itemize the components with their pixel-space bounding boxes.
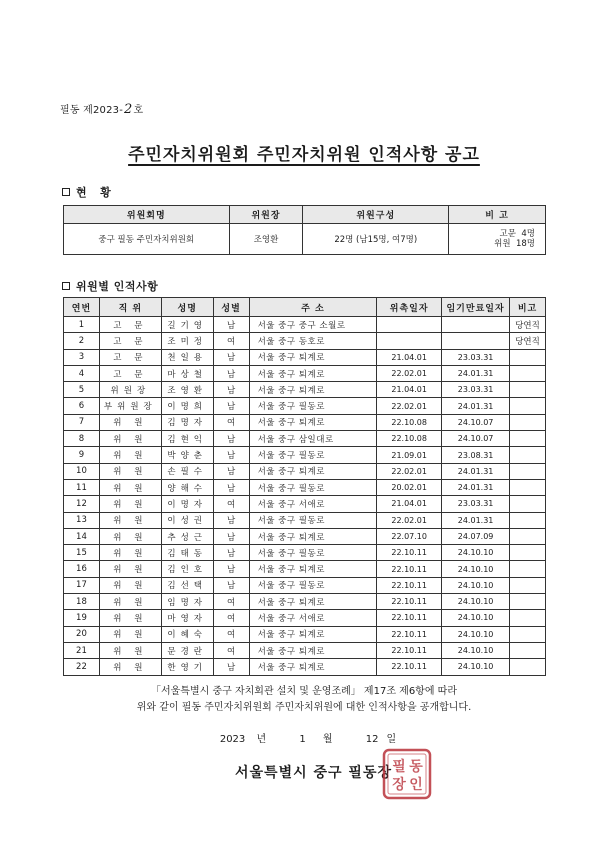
member-no: 7 — [64, 414, 100, 430]
member-no: 17 — [64, 577, 100, 593]
committee-name: 중구 필동 주민자치위원회 — [64, 224, 230, 255]
member-name: 김현익 — [161, 431, 213, 447]
seal-char: 인 — [409, 777, 423, 793]
member-address: 서울 중구 퇴계로 — [249, 349, 377, 365]
member-start-date: 22.10.11 — [377, 561, 442, 577]
member-no: 2 — [64, 333, 100, 349]
committee-composition: 22명 (남15명, 여7명) — [303, 224, 449, 255]
member-end-date: 24.01.31 — [442, 512, 510, 528]
member-position: 부위원장 — [99, 398, 161, 414]
member-note — [510, 512, 546, 528]
member-address: 서울 중구 필동로 — [249, 447, 377, 463]
member-start-date: 22.02.01 — [377, 398, 442, 414]
header-note: 비고 — [510, 298, 546, 317]
member-name: 김선택 — [161, 577, 213, 593]
member-no: 9 — [64, 447, 100, 463]
committee-chair: 조영환 — [229, 224, 303, 255]
table-row — [64, 545, 546, 561]
member-end-date: 24.10.10 — [442, 594, 510, 610]
member-no: 4 — [64, 365, 100, 381]
member-name: 손필수 — [161, 463, 213, 479]
seal-char: 장 — [392, 777, 406, 793]
member-no: 5 — [64, 382, 100, 398]
member-name: 조미정 — [161, 333, 213, 349]
member-note: 당연직 — [510, 317, 546, 333]
member-position: 위 원 — [99, 447, 161, 463]
member-position: 위 원 — [99, 463, 161, 479]
member-note — [510, 594, 546, 610]
member-address: 서울 중구 퇴계로 — [249, 382, 377, 398]
member-position: 위 원 — [99, 610, 161, 626]
member-note — [510, 610, 546, 626]
member-no: 8 — [64, 431, 100, 447]
member-sex: 남 — [213, 398, 249, 414]
member-end-date: 23.03.31 — [442, 382, 510, 398]
member-start-date: 21.04.01 — [377, 382, 442, 398]
member-sex: 남 — [213, 545, 249, 561]
member-sex: 남 — [213, 577, 249, 593]
member-note — [510, 349, 546, 365]
section-members-heading: 위원별 인적사항 — [62, 278, 158, 294]
page-title: 주민자치위원회 주민자치위원 인적사항 공고 — [128, 145, 480, 165]
status-header-row — [64, 206, 546, 224]
member-name: 이성권 — [161, 512, 213, 528]
member-sex: 남 — [213, 431, 249, 447]
member-note — [510, 626, 546, 642]
member-address: 서울 중구 필동로 — [249, 479, 377, 495]
member-name: 천일용 — [161, 349, 213, 365]
member-no: 6 — [64, 398, 100, 414]
member-start-date: 20.02.01 — [377, 479, 442, 495]
section-status-heading: 현 황 — [62, 184, 111, 200]
official-seal-icon — [382, 748, 432, 800]
member-no: 1 — [64, 317, 100, 333]
member-no: 16 — [64, 561, 100, 577]
note-line: 위원 18명 — [494, 239, 535, 249]
member-note — [510, 642, 546, 658]
member-no: 14 — [64, 528, 100, 544]
issuer-name: 서울특별시 중구 필동장 — [235, 765, 392, 781]
member-note — [510, 545, 546, 561]
legal-basis-line-1: 「서울특별시 중구 자치회관 설치 및 운영조례」 제17조 제6항에 따라 — [150, 686, 458, 697]
date-year: 2023 — [219, 734, 246, 745]
member-end-date — [442, 333, 510, 349]
member-start-date: 22.10.11 — [377, 594, 442, 610]
member-note: 당연직 — [510, 333, 546, 349]
member-name: 마상철 — [161, 365, 213, 381]
member-address: 서울 중구 서애로 — [249, 496, 377, 512]
table-row — [64, 431, 546, 447]
member-end-date: 23.08.31 — [442, 447, 510, 463]
member-address: 서울 중구 필동로 — [249, 512, 377, 528]
member-sex: 여 — [213, 496, 249, 512]
member-position: 위 원 — [99, 545, 161, 561]
member-start-date: 22.07.10 — [377, 528, 442, 544]
member-sex: 여 — [213, 414, 249, 430]
member-start-date: 22.02.01 — [377, 512, 442, 528]
member-no: 13 — [64, 512, 100, 528]
member-position: 위 원 — [99, 414, 161, 430]
header-position: 직 위 — [99, 298, 161, 317]
member-sex: 여 — [213, 610, 249, 626]
member-position: 위 원 — [99, 577, 161, 593]
member-address: 서울 중구 퇴계로 — [249, 463, 377, 479]
member-note — [510, 479, 546, 495]
member-name: 양해수 — [161, 479, 213, 495]
table-row — [64, 626, 546, 642]
member-sex: 여 — [213, 594, 249, 610]
member-sex: 여 — [213, 642, 249, 658]
document-number — [60, 101, 143, 117]
member-position: 고 문 — [99, 365, 161, 381]
member-note — [510, 561, 546, 577]
member-position: 고 문 — [99, 349, 161, 365]
member-position: 위 원 — [99, 512, 161, 528]
member-end-date — [442, 317, 510, 333]
member-position: 위 원 — [99, 431, 161, 447]
member-address: 서울 중구 퇴계로 — [249, 626, 377, 642]
member-sex: 남 — [213, 512, 249, 528]
member-start-date: 21.04.01 — [377, 496, 442, 512]
member-start-date: 22.10.11 — [377, 610, 442, 626]
member-no: 15 — [64, 545, 100, 561]
date-month: 1 — [299, 734, 306, 745]
seal-char: 동 — [409, 759, 423, 775]
member-address: 서울 중구 필동로 — [249, 545, 377, 561]
member-end-date: 24.10.10 — [442, 659, 510, 675]
member-position: 위 원 — [99, 479, 161, 495]
member-address: 서울 중구 중구 소월로 — [249, 317, 377, 333]
table-row — [64, 659, 546, 675]
table-row — [64, 512, 546, 528]
status-header-cell: 위원회명 — [64, 206, 230, 224]
member-address: 서울 중구 퇴계로 — [249, 414, 377, 430]
member-position: 위 원 — [99, 659, 161, 675]
member-address: 서울 중구 서애로 — [249, 610, 377, 626]
member-note — [510, 463, 546, 479]
member-note — [510, 414, 546, 430]
member-start-date: 22.10.11 — [377, 577, 442, 593]
member-end-date: 24.10.10 — [442, 610, 510, 626]
member-position: 고 문 — [99, 333, 161, 349]
table-row — [64, 528, 546, 544]
status-row — [64, 224, 546, 255]
member-address: 서울 중구 퇴계로 — [249, 594, 377, 610]
square-bullet-icon — [62, 188, 70, 196]
table-row — [64, 561, 546, 577]
member-start-date: 21.04.01 — [377, 349, 442, 365]
member-name: 박양춘 — [161, 447, 213, 463]
member-start-date: 22.02.01 — [377, 463, 442, 479]
member-address: 서울 중구 퇴계로 — [249, 365, 377, 381]
member-end-date: 24.10.10 — [442, 561, 510, 577]
member-start-date: 21.09.01 — [377, 447, 442, 463]
date-day: 12 — [365, 734, 379, 745]
member-sex: 여 — [213, 626, 249, 642]
member-name: 이혜숙 — [161, 626, 213, 642]
member-position: 위 원 — [99, 561, 161, 577]
member-end-date: 24.01.31 — [442, 398, 510, 414]
table-row — [64, 317, 546, 333]
member-name: 김인호 — [161, 561, 213, 577]
member-end-date: 24.07.09 — [442, 528, 510, 544]
table-row — [64, 333, 546, 349]
member-start-date: 22.10.11 — [377, 626, 442, 642]
table-row — [64, 479, 546, 495]
member-no: 3 — [64, 349, 100, 365]
member-no: 18 — [64, 594, 100, 610]
table-row — [64, 642, 546, 658]
member-sex: 남 — [213, 382, 249, 398]
member-name: 이명희 — [161, 398, 213, 414]
seal-char: 필 — [392, 759, 406, 775]
member-note — [510, 431, 546, 447]
member-note — [510, 382, 546, 398]
member-start-date — [377, 333, 442, 349]
table-row — [64, 577, 546, 593]
member-name: 마영자 — [161, 610, 213, 626]
status-header-cell: 위원장 — [229, 206, 303, 224]
member-end-date: 24.01.31 — [442, 479, 510, 495]
member-name: 이명자 — [161, 496, 213, 512]
member-note — [510, 528, 546, 544]
member-no: 12 — [64, 496, 100, 512]
member-name: 조영환 — [161, 382, 213, 398]
member-note — [510, 659, 546, 675]
table-row — [64, 365, 546, 381]
member-start-date: 22.10.08 — [377, 431, 442, 447]
member-sex: 남 — [213, 365, 249, 381]
member-address: 서울 중구 필동로 — [249, 577, 377, 593]
member-no: 19 — [64, 610, 100, 626]
member-end-date: 24.10.07 — [442, 431, 510, 447]
table-row — [64, 610, 546, 626]
header-sex: 성별 — [213, 298, 249, 317]
member-position: 위 원 — [99, 594, 161, 610]
member-position: 위 원 — [99, 642, 161, 658]
header-name: 성명 — [161, 298, 213, 317]
member-name: 임명자 — [161, 594, 213, 610]
doc-number-prefix: 필동 제2023- — [60, 105, 124, 116]
member-position: 고 문 — [99, 317, 161, 333]
header-end-date: 임기만료일자 — [442, 298, 510, 317]
header-address: 주 소 — [249, 298, 377, 317]
member-start-date: 22.10.11 — [377, 642, 442, 658]
status-header-cell: 비 고 — [449, 206, 546, 224]
table-row — [64, 382, 546, 398]
member-address: 서울 중구 동호로 — [249, 333, 377, 349]
note-line: 고문 4명 — [499, 229, 535, 239]
legal-basis-line-2: 위와 같이 필동 주민자치위원회 주민자치위원에 대한 인적사항을 공개합니다. — [136, 702, 472, 713]
member-note — [510, 398, 546, 414]
member-sex: 여 — [213, 333, 249, 349]
member-end-date: 24.10.10 — [442, 626, 510, 642]
member-no: 22 — [64, 659, 100, 675]
member-start-date: 22.10.11 — [377, 545, 442, 561]
header-no: 연번 — [64, 298, 100, 317]
member-sex: 남 — [213, 447, 249, 463]
status-table — [63, 205, 546, 255]
member-position: 위 원 — [99, 626, 161, 642]
table-row — [64, 349, 546, 365]
member-position: 위 원 — [99, 528, 161, 544]
table-row — [64, 594, 546, 610]
member-name: 문경란 — [161, 642, 213, 658]
member-sex: 남 — [213, 659, 249, 675]
member-end-date: 24.10.07 — [442, 414, 510, 430]
member-end-date: 24.10.10 — [442, 577, 510, 593]
committee-note — [449, 224, 546, 255]
table-row — [64, 398, 546, 414]
member-address: 서울 중구 필동로 — [249, 398, 377, 414]
member-sex: 남 — [213, 528, 249, 544]
member-name: 김태동 — [161, 545, 213, 561]
member-address: 서울 중구 퇴계로 — [249, 528, 377, 544]
member-start-date: 22.02.01 — [377, 365, 442, 381]
members-table — [63, 297, 546, 676]
table-row — [64, 414, 546, 430]
member-name: 김명자 — [161, 414, 213, 430]
member-sex: 남 — [213, 479, 249, 495]
member-start-date: 22.10.08 — [377, 414, 442, 430]
member-name: 추성근 — [161, 528, 213, 544]
member-sex: 남 — [213, 561, 249, 577]
table-row — [64, 463, 546, 479]
member-address: 서울 중구 퇴계로 — [249, 659, 377, 675]
member-position: 위 원 — [99, 496, 161, 512]
member-note — [510, 496, 546, 512]
member-start-date — [377, 317, 442, 333]
member-no: 10 — [64, 463, 100, 479]
member-address: 서울 중구 삼일대로 — [249, 431, 377, 447]
table-row — [64, 496, 546, 512]
member-note — [510, 365, 546, 381]
member-address: 서울 중구 퇴계로 — [249, 642, 377, 658]
issue-date: 2023 년 1 월 12 일 — [219, 734, 397, 745]
member-start-date: 22.10.11 — [377, 659, 442, 675]
status-header-cell: 위원구성 — [303, 206, 449, 224]
header-start-date: 위촉일자 — [377, 298, 442, 317]
member-end-date: 24.10.10 — [442, 642, 510, 658]
doc-number-handwritten: 2 — [124, 102, 133, 117]
member-end-date: 24.01.31 — [442, 463, 510, 479]
member-note — [510, 447, 546, 463]
member-no: 20 — [64, 626, 100, 642]
doc-number-suffix: 호 — [133, 105, 144, 116]
member-sex: 남 — [213, 317, 249, 333]
member-end-date: 24.10.10 — [442, 545, 510, 561]
member-no: 21 — [64, 642, 100, 658]
member-note — [510, 577, 546, 593]
member-end-date: 23.03.31 — [442, 349, 510, 365]
member-sex: 남 — [213, 463, 249, 479]
square-bullet-icon — [62, 282, 70, 290]
member-no: 11 — [64, 479, 100, 495]
member-end-date: 24.01.31 — [442, 365, 510, 381]
member-sex: 남 — [213, 349, 249, 365]
member-position: 위원장 — [99, 382, 161, 398]
members-header-row — [64, 298, 546, 317]
member-name: 한영기 — [161, 659, 213, 675]
member-name: 길기영 — [161, 317, 213, 333]
table-row — [64, 447, 546, 463]
member-end-date: 23.03.31 — [442, 496, 510, 512]
member-address: 서울 중구 퇴계로 — [249, 561, 377, 577]
